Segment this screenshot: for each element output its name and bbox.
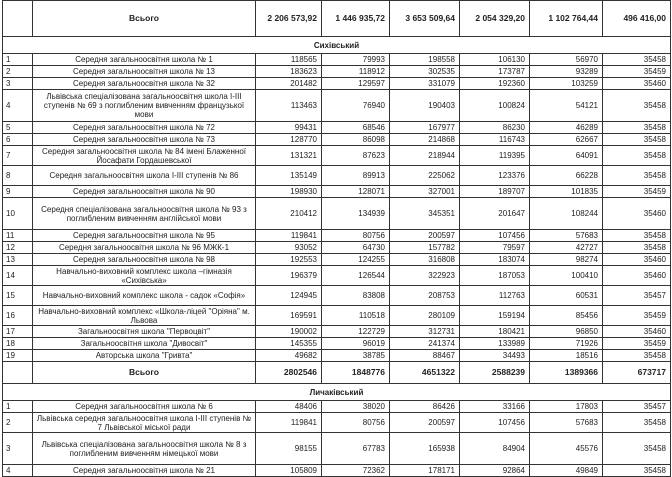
grand-total-cell: 2 206 573,92 [256,1,322,37]
value-cell: 35458 [603,54,671,66]
value-cell: 64730 [322,242,390,254]
value-cell: 124945 [256,286,322,306]
value-cell: 123376 [460,166,530,186]
value-cell: 62667 [530,134,603,146]
value-cell: 17803 [530,401,603,413]
value-cell: 38785 [322,350,390,362]
row-number: 6 [3,134,33,146]
value-cell: 157782 [390,242,460,254]
table-row [3,78,671,90]
value-cell: 35460 [603,78,671,90]
value-cell: 105809 [256,465,322,477]
value-cell: 35457 [603,286,671,306]
value-cell: 34493 [460,350,530,362]
value-cell: 118912 [322,66,390,78]
school-name: Львівська спеціалізована загальноосвітня школа № 8 з поглибленим вивченням німецької мови [33,433,256,465]
row-number: 12 [3,242,33,254]
row-number: 17 [3,326,33,338]
value-cell: 89913 [322,166,390,186]
value-cell: 64091 [530,146,603,166]
value-cell: 218944 [390,146,460,166]
district-total-cell: 2588239 [460,362,530,384]
value-cell: 129597 [322,78,390,90]
value-cell: 210412 [256,198,322,230]
row-number: 8 [3,166,33,186]
row-number: 5 [3,122,33,134]
value-cell: 183623 [256,66,322,78]
value-cell: 35460 [603,326,671,338]
value-cell: 45576 [530,433,603,465]
value-cell: 200597 [390,413,460,433]
value-cell: 108244 [530,198,603,230]
value-cell: 35458 [603,90,671,122]
value-cell: 49849 [530,465,603,477]
school-name: Львівська середня загальноосвітня школа І-ІІІ ступенів № 7 Львівської міської ради [33,413,256,433]
value-cell: 35458 [603,134,671,146]
value-cell: 241374 [390,338,460,350]
district-name: Сихівський [3,37,671,54]
value-cell: 79597 [460,242,530,254]
value-cell: 200597 [390,230,460,242]
value-cell: 35460 [603,266,671,286]
grand-total-label: Всього [33,1,256,37]
school-name: Середня загальноосвітня школа № 95 [33,230,256,242]
value-cell: 49682 [256,350,322,362]
value-cell: 106130 [460,54,530,66]
value-cell: 93052 [256,242,322,254]
district-total-cell: 673717 [603,362,671,384]
table-row [3,242,671,254]
value-cell: 38020 [322,401,390,413]
value-cell: 113463 [256,90,322,122]
value-cell: 107456 [460,413,530,433]
value-cell: 48406 [256,401,322,413]
row-number: 14 [3,266,33,286]
value-cell: 119395 [460,146,530,166]
value-cell: 87623 [322,146,390,166]
value-cell: 35459 [603,66,671,78]
table-row [3,413,671,433]
value-cell: 327001 [390,186,460,198]
value-cell: 190002 [256,326,322,338]
value-cell: 192553 [256,254,322,266]
value-cell: 83808 [322,286,390,306]
school-name: Загальноосвітня школа "Дивосвіт" [33,338,256,350]
district-total-cell: 4651322 [390,362,460,384]
grand-total-cell: 1 102 764,44 [530,1,603,37]
value-cell: 35460 [603,198,671,230]
table-row [3,186,671,198]
row-number: 2 [3,66,33,78]
value-cell: 103259 [530,78,603,90]
row-number: 11 [3,230,33,242]
value-cell: 35458 [603,242,671,254]
table-row [3,90,671,122]
value-cell: 116743 [460,134,530,146]
value-cell: 198930 [256,186,322,198]
district-total-cell: 1848776 [322,362,390,384]
value-cell: 80756 [322,230,390,242]
value-cell: 196379 [256,266,322,286]
value-cell: 84904 [460,433,530,465]
row-number: 16 [3,306,33,326]
grand-total-row [3,1,671,37]
value-cell: 80756 [322,413,390,433]
value-cell: 189707 [460,186,530,198]
table-row [3,401,671,413]
value-cell: 322923 [390,266,460,286]
value-cell: 192360 [460,78,530,90]
value-cell: 86098 [322,134,390,146]
school-name: Середня загальноосвітня школа № 21 [33,465,256,477]
table-row [3,66,671,78]
value-cell: 35458 [603,122,671,134]
school-name: Середня спеціалізована загальноосвітня школа № 93 з поглибленим вивченням англійської мови [33,198,256,230]
value-cell: 280109 [390,306,460,326]
value-cell: 98155 [256,433,322,465]
school-name: Середня загальноосвітня школа № 32 [33,78,256,90]
value-cell: 312731 [390,326,460,338]
value-cell: 169591 [256,306,322,326]
table-row [3,338,671,350]
table-row [3,433,671,465]
table-row [3,266,671,286]
grand-total-cell: 3 653 509,64 [390,1,460,37]
value-cell: 208753 [390,286,460,306]
value-cell: 134939 [322,198,390,230]
district-total-label: Всього [33,362,256,384]
table-row [3,326,671,338]
table-row [3,254,671,266]
value-cell: 71926 [530,338,603,350]
value-cell: 167977 [390,122,460,134]
value-cell: 86426 [390,401,460,413]
row-number: 2 [3,413,33,433]
row-number: 19 [3,350,33,362]
value-cell: 67783 [322,433,390,465]
school-name: Середня загальноосвітня школа № 1 [33,54,256,66]
table-row [3,54,671,66]
value-cell: 178171 [390,465,460,477]
value-cell: 145355 [256,338,322,350]
row-number: 10 [3,198,33,230]
table-row [3,286,671,306]
value-cell: 135149 [256,166,322,186]
school-name: Середня загальноосвітня школа № 73 [33,134,256,146]
row-number: 4 [3,465,33,477]
value-cell: 79993 [322,54,390,66]
row-number: 18 [3,338,33,350]
value-cell: 96850 [530,326,603,338]
value-cell: 57683 [530,230,603,242]
school-name: Середня загальноосвітня школа № 6 [33,401,256,413]
value-cell: 68546 [322,122,390,134]
school-name: Середня загальноосвітня школа № 98 [33,254,256,266]
table-row [3,134,671,146]
value-cell: 35458 [603,350,671,362]
value-cell: 225062 [390,166,460,186]
row-number: 1 [3,54,33,66]
district-total-cell: 2802546 [256,362,322,384]
value-cell: 101835 [530,186,603,198]
table-row [3,350,671,362]
value-cell: 187053 [460,266,530,286]
value-cell: 60531 [530,286,603,306]
value-cell: 88467 [390,350,460,362]
value-cell: 122729 [322,326,390,338]
value-cell: 201647 [460,198,530,230]
value-cell: 110518 [322,306,390,326]
grand-total-cell: 496 416,00 [603,1,671,37]
value-cell: 100824 [460,90,530,122]
value-cell: 198558 [390,54,460,66]
value-cell: 35458 [603,433,671,465]
table-row [3,166,671,186]
value-cell: 35459 [603,338,671,350]
value-cell: 85456 [530,306,603,326]
school-name: Навчально-виховний комплекс школа –гімназія «Сихівська» [33,266,256,286]
value-cell: 54121 [530,90,603,122]
table-row [3,465,671,477]
value-cell: 128071 [322,186,390,198]
value-cell: 201482 [256,78,322,90]
table-row [3,198,671,230]
table-row [3,306,671,326]
school-name: Середня загальноосвітня школа № 90 [33,186,256,198]
value-cell: 98274 [530,254,603,266]
table-row [3,230,671,242]
grand-total-cell: 2 054 329,20 [460,1,530,37]
school-name: Середня загальноосвітня школа № 72 [33,122,256,134]
value-cell: 331079 [390,78,460,90]
value-cell: 35460 [603,254,671,266]
value-cell: 93289 [530,66,603,78]
value-cell: 118565 [256,54,322,66]
table-row [3,146,671,166]
value-cell: 119841 [256,230,322,242]
grand-total-cell: 1 446 935,72 [322,1,390,37]
row-number: 1 [3,401,33,413]
row-number: 15 [3,286,33,306]
value-cell: 173787 [460,66,530,78]
value-cell: 72362 [322,465,390,477]
value-cell: 112763 [460,286,530,306]
value-cell: 92864 [460,465,530,477]
school-name: Навчально-виховний комплекс школа - садок «Софія» [33,286,256,306]
value-cell: 131321 [256,146,322,166]
value-cell: 56970 [530,54,603,66]
value-cell: 57683 [530,413,603,433]
value-cell: 35459 [603,186,671,198]
value-cell: 126544 [322,266,390,286]
budget-table [2,0,671,477]
value-cell: 316808 [390,254,460,266]
value-cell: 133989 [460,338,530,350]
value-cell: 18516 [530,350,603,362]
value-cell: 99431 [256,122,322,134]
value-cell: 302535 [390,66,460,78]
district-header-row [3,384,671,401]
value-cell: 180421 [460,326,530,338]
district-total-row [3,362,671,384]
value-cell: 35458 [603,413,671,433]
value-cell: 345351 [390,198,460,230]
district-header-row [3,37,671,54]
school-name: Львівська спеціалізована загальноосвітня школа І-ІІІ ступенів № 69 з поглибленим вивченням французької мови [33,90,256,122]
row-number: 3 [3,78,33,90]
value-cell: 96019 [322,338,390,350]
value-cell: 76940 [322,90,390,122]
school-name: Загальноосвітня школа "Первоцвіт" [33,326,256,338]
value-cell: 35458 [603,230,671,242]
value-cell: 33166 [460,401,530,413]
value-cell: 119841 [256,413,322,433]
value-cell: 66228 [530,166,603,186]
school-name: Середня загальноосвітня школа № 84 імені Блаженної Йосафати Гордашевської [33,146,256,166]
value-cell: 159194 [460,306,530,326]
district-name: Личаківський [3,384,671,401]
row-number: 9 [3,186,33,198]
value-cell: 100410 [530,266,603,286]
school-name: Авторська школа "Гривта" [33,350,256,362]
value-cell: 86230 [460,122,530,134]
school-name: Навчально-виховний комплекс «Школа-ліцей "Оріяна" м. Львова [33,306,256,326]
school-name: Середня загальноосвітня школа І-ІІІ ступенів № 86 [33,166,256,186]
value-cell: 35457 [603,401,671,413]
value-cell: 46289 [530,122,603,134]
value-cell: 35458 [603,465,671,477]
value-cell: 35459 [603,306,671,326]
value-cell: 107456 [460,230,530,242]
value-cell: 190403 [390,90,460,122]
school-name: Середня загальноосвітня школа № 13 [33,66,256,78]
table-row [3,122,671,134]
value-cell: 165938 [390,433,460,465]
district-total-cell: 1389366 [530,362,603,384]
row-number: 7 [3,146,33,166]
value-cell: 35458 [603,166,671,186]
row-number: 3 [3,433,33,465]
value-cell: 128770 [256,134,322,146]
row-number: 13 [3,254,33,266]
row-number: 4 [3,90,33,122]
value-cell: 35458 [603,146,671,166]
school-name: Середня загальноосвітня школа № 96 МЖК-1 [33,242,256,254]
value-cell: 183074 [460,254,530,266]
value-cell: 42727 [530,242,603,254]
value-cell: 124255 [322,254,390,266]
value-cell: 214868 [390,134,460,146]
